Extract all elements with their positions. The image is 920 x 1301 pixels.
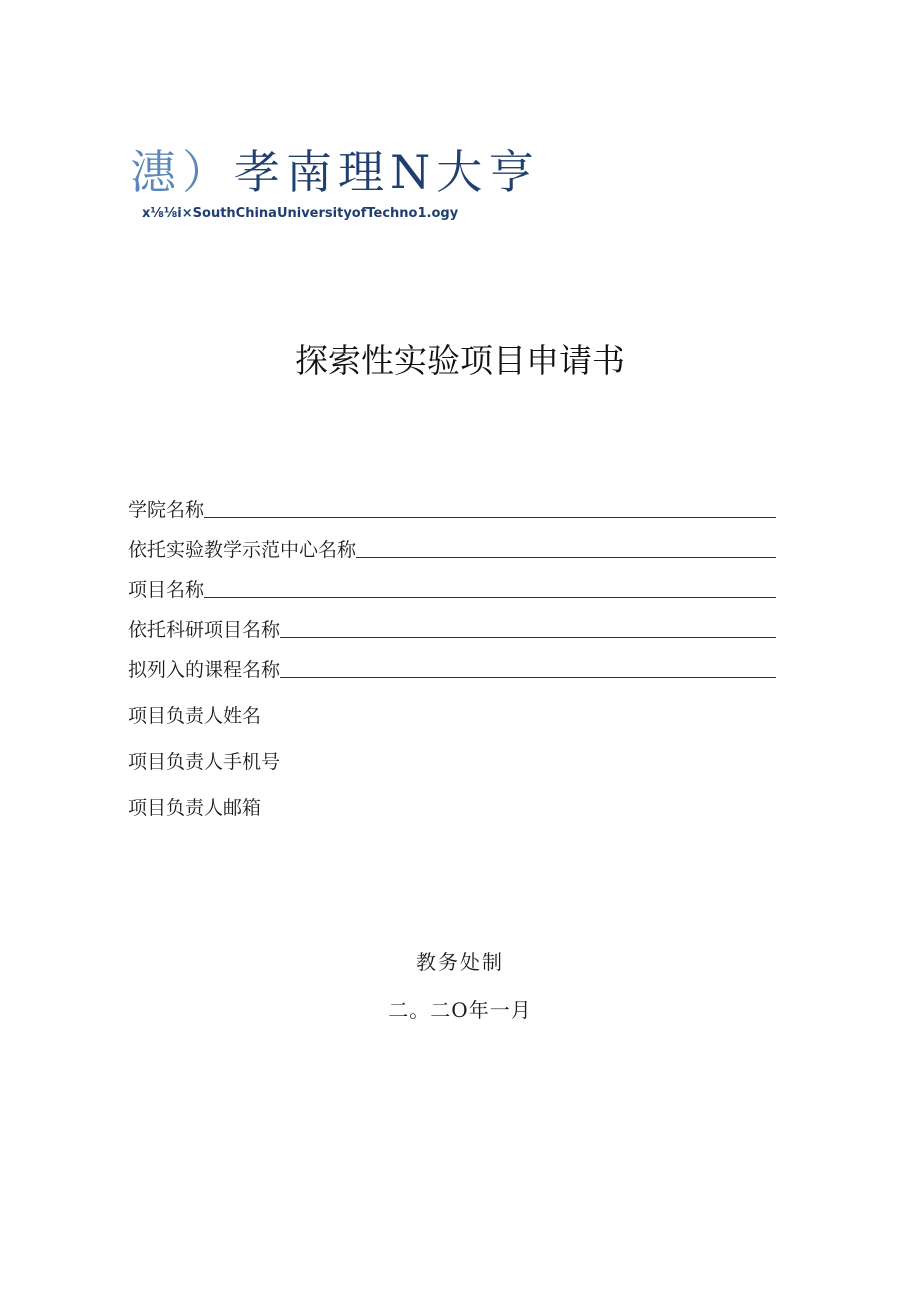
issue-date: 二。二O年一月 <box>388 998 532 1022</box>
document-title: 探索性实验项目申请书 <box>295 341 625 380</box>
field-leader-name <box>128 684 776 730</box>
application-form <box>128 484 776 822</box>
field-blank-line[interactable] <box>204 517 776 518</box>
field-research-project-name <box>128 604 776 644</box>
field-blank-line[interactable] <box>356 557 776 558</box>
field-project-name <box>128 564 776 604</box>
field-label: 项目名称 <box>128 579 205 601</box>
field-label: 项目负责人手机号 <box>128 751 281 773</box>
logo-mark: 潓） <box>130 145 234 199</box>
university-english-name: x⅛⅛i×SouthChinaUniversityofTechno1.ogy <box>142 206 459 221</box>
field-label: 依托实验教学示范中心名称 <box>128 539 357 561</box>
field-label: 拟列入的课程名称 <box>128 659 281 681</box>
field-label: 学院名称 <box>128 499 205 521</box>
issuing-office: 教务处制 <box>416 950 504 974</box>
university-logo <box>130 142 690 221</box>
field-label: 项目负责人邮箱 <box>128 797 262 819</box>
field-demo-center-name <box>128 524 776 564</box>
field-course-name <box>128 644 776 684</box>
field-blank-line[interactable] <box>204 597 776 598</box>
university-logo-text <box>130 142 690 202</box>
field-label: 项目负责人姓名 <box>128 705 262 727</box>
university-name: 孝南理N大亨 <box>234 145 541 199</box>
field-leader-phone <box>128 730 776 776</box>
field-blank-line[interactable] <box>280 677 776 678</box>
field-leader-email <box>128 776 776 822</box>
field-blank-line[interactable] <box>280 637 776 638</box>
field-label: 依托科研项目名称 <box>128 619 281 641</box>
field-college-name <box>128 484 776 524</box>
